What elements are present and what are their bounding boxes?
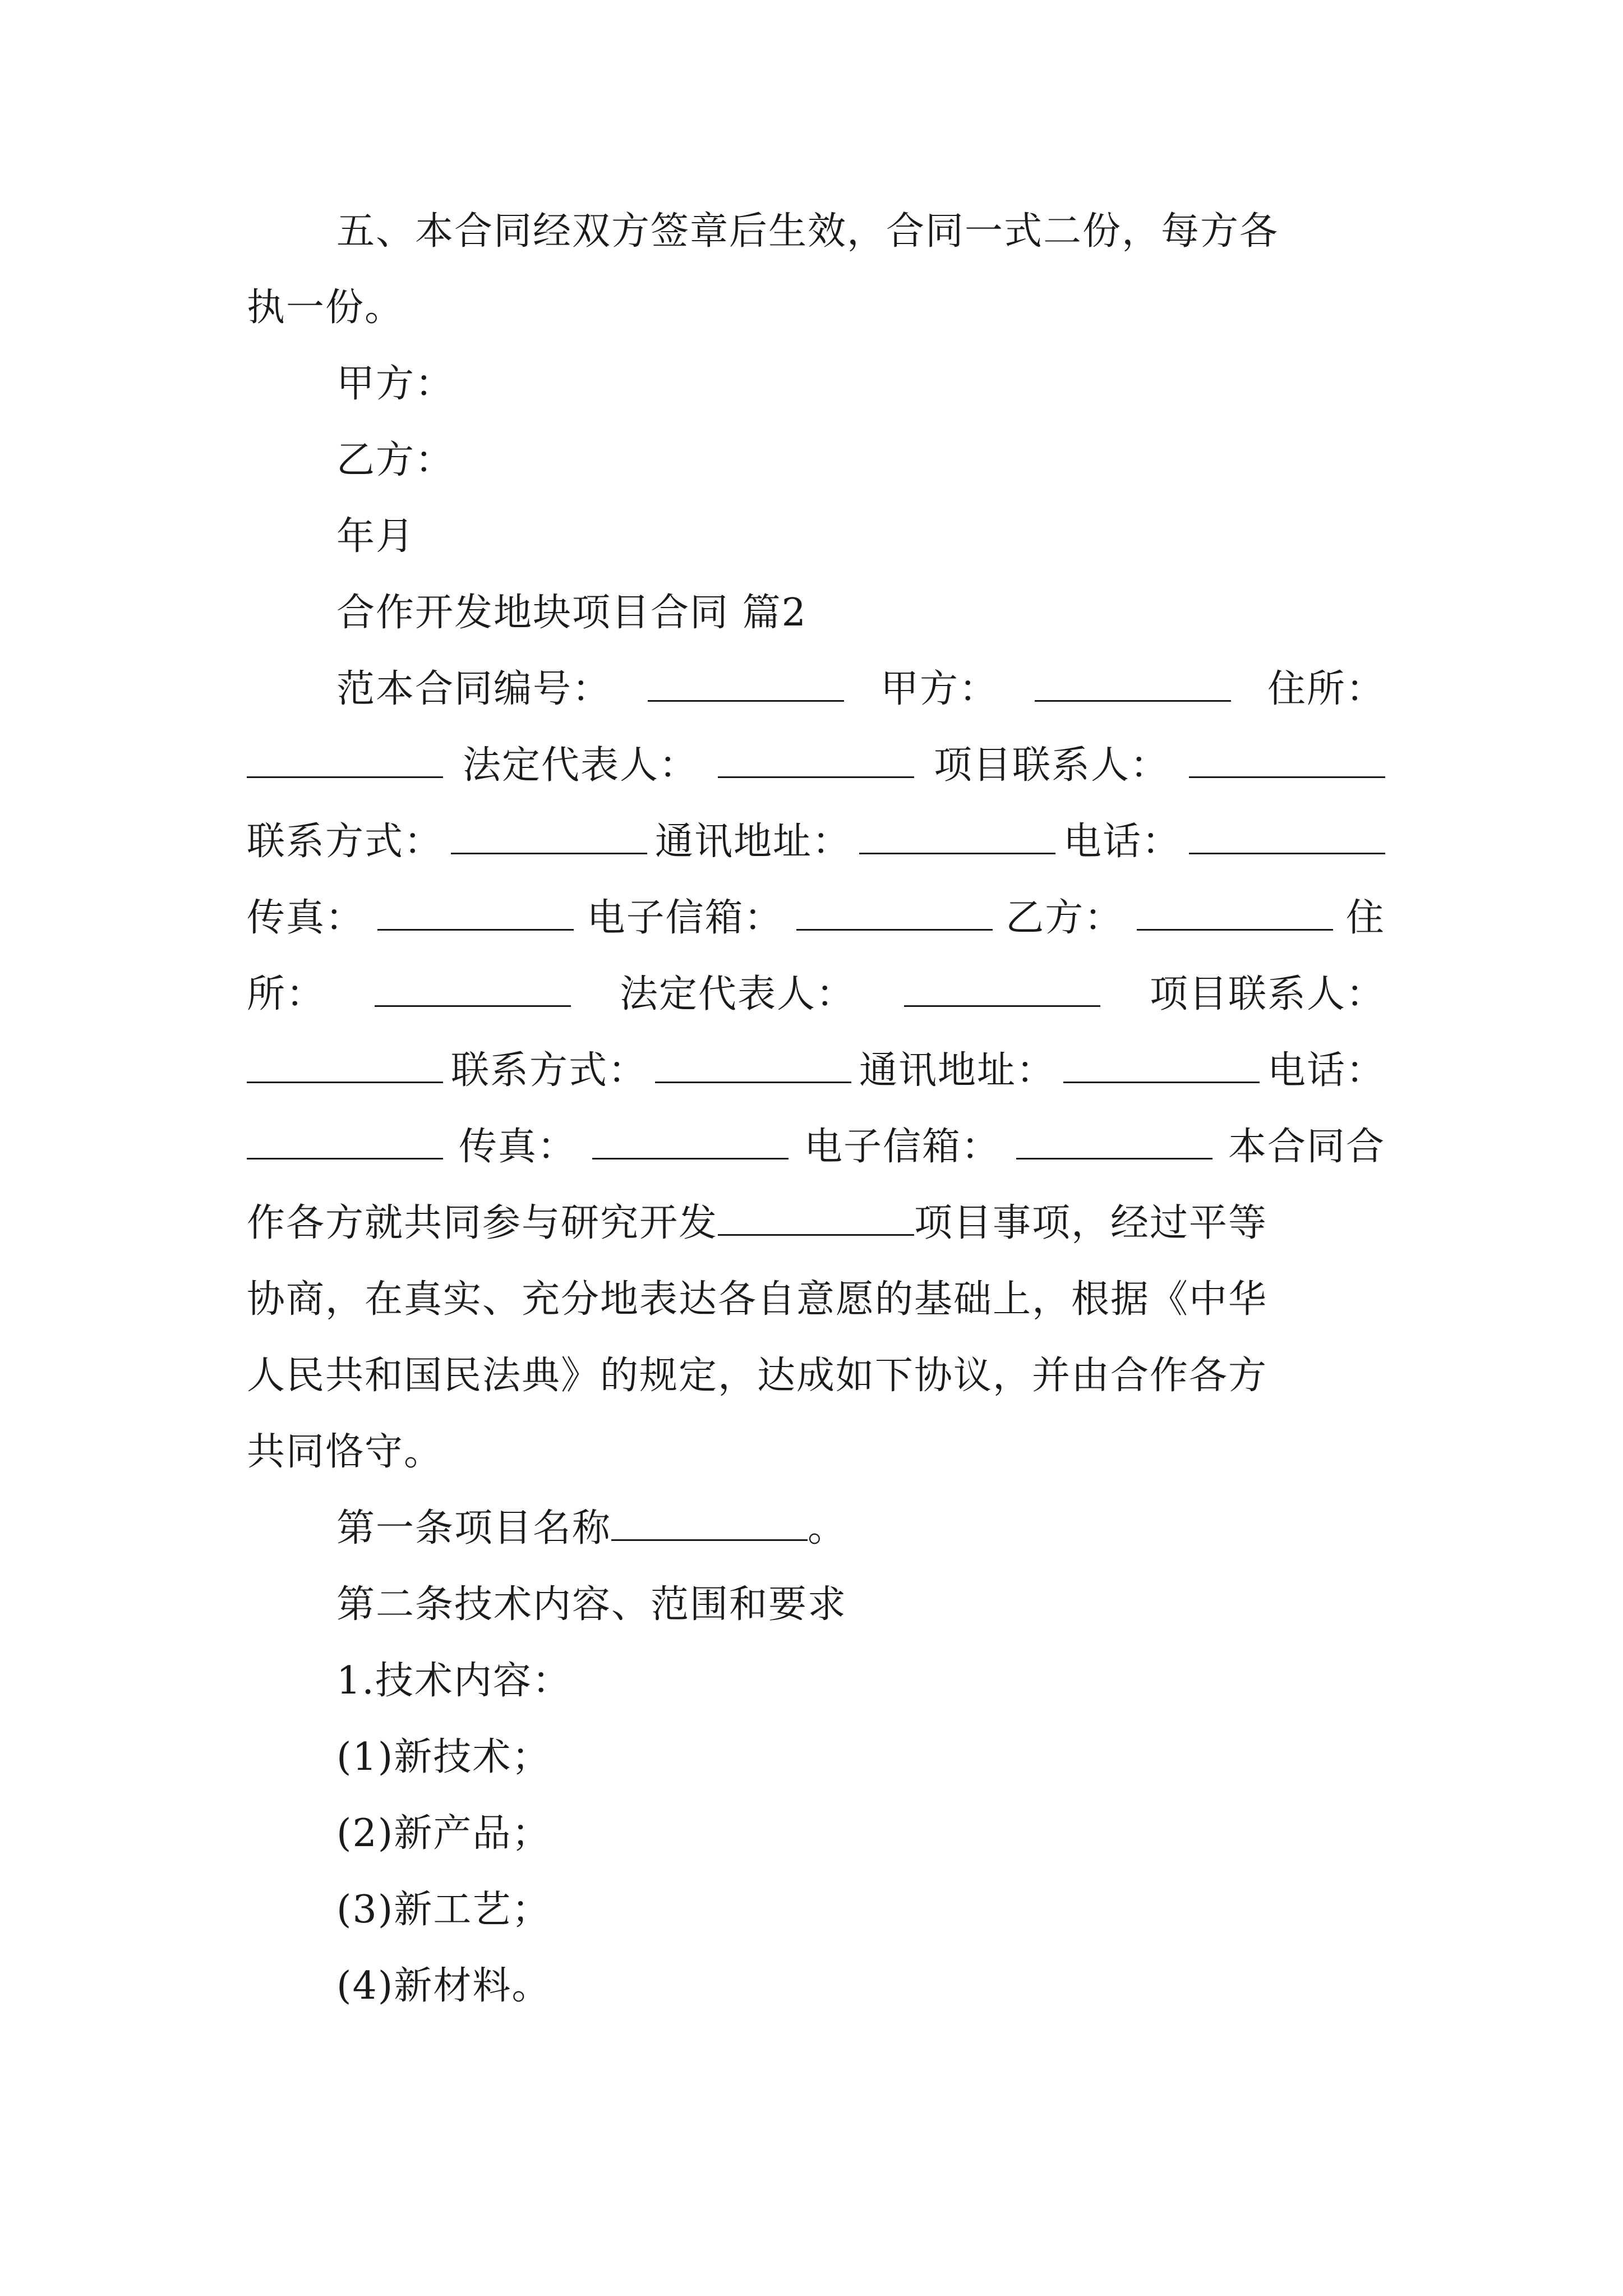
article-1 (247, 1490, 1385, 1567)
intro-line-11: 共同恪守。 (247, 1430, 444, 1474)
mail-address-label: 通讯地址： (654, 820, 851, 864)
intro-line-9: 协商，在真实、充分地表达各自意愿的基础上，根据《中华 (247, 1277, 1268, 1322)
intro-line-10: 人民共和国民法典》的规定，达成如下协议，并由合作各方 (247, 1354, 1268, 1398)
party-b-address-blank (375, 973, 571, 1007)
party-b-mail-address-blank (1063, 1049, 1260, 1083)
phone-label: 电话： (1063, 820, 1181, 864)
document-body (247, 194, 1385, 2024)
clause-five-line-2: 执一份。 (247, 286, 404, 330)
party-b-legal-rep-label: 法定代表人： (619, 972, 855, 1016)
party-b-label: 乙方： (1006, 896, 1124, 940)
party-b-contact-method-blank (655, 1049, 851, 1083)
phone-blank (1189, 820, 1385, 854)
project-contact-blank (1189, 744, 1385, 778)
party-a-label: 甲方： (880, 667, 998, 711)
header-line-2 (247, 728, 1385, 804)
party-b-blank (1137, 896, 1333, 931)
party-b-contact-method-label: 联系方式： (450, 1048, 647, 1093)
contract-number-blank (648, 668, 844, 702)
intro-text-1: 本合同合 (1228, 1125, 1385, 1169)
project-contact-label: 项目联系人： (933, 743, 1169, 788)
party-b-address-label-part1: 住 (1345, 896, 1385, 940)
header-line-7 (247, 1109, 1385, 1185)
party-b-email-blank (1016, 1125, 1212, 1159)
party-a-signature-label: 甲方： (336, 362, 455, 406)
intro-text-2: 作各方就共同参与研究开发 (247, 1201, 718, 1245)
article-1-blank (611, 1507, 808, 1541)
contract-number-label: 范本合同编号： (336, 667, 612, 711)
sub-item-4: (4)新材料。 (336, 1964, 551, 2008)
article-1-suffix: 。 (808, 1506, 847, 1550)
mail-address-blank (859, 820, 1055, 854)
email-label: 电子信箱： (587, 896, 783, 940)
legal-rep-label: 法定代表人： (462, 743, 698, 788)
contact-method-blank (451, 820, 647, 854)
intro-text-3: 项目事项，经过平等 (914, 1201, 1268, 1245)
project-name-blank (718, 1202, 914, 1236)
party-b-address-label-part2: 所： (247, 972, 326, 1016)
party-b-signature-label: 乙方： (336, 438, 455, 482)
sub-item-3: (3)新工艺； (336, 1888, 551, 1932)
email-blank (796, 896, 993, 931)
date-label: 年月 (336, 514, 416, 559)
fax-label: 传真： (247, 896, 365, 940)
party-b-project-contact-label: 项目联系人： (1149, 972, 1385, 1016)
party-b-email-label: 电子信箱： (804, 1125, 1000, 1169)
party-b-phone-label: 电话： (1267, 1048, 1385, 1093)
contact-method-label: 联系方式： (247, 820, 444, 864)
section-title: 合作开发地块项目合同 篇2 (336, 591, 807, 635)
party-b-fax-label: 传真： (458, 1125, 577, 1169)
party-a-blank (1035, 668, 1231, 702)
intro-line-8 (247, 1185, 1385, 1262)
item-1: 1.技术内容： (336, 1659, 571, 1703)
sub-item-1: (1)新技术； (336, 1735, 551, 1779)
fax-blank (377, 896, 574, 931)
header-line-6 (247, 1033, 1385, 1109)
article-1-label: 第一条项目名称 (336, 1506, 612, 1550)
article-2: 第二条技术内容、范围和要求 (336, 1582, 847, 1627)
header-line-5 (247, 956, 1385, 1033)
party-b-project-contact-blank (247, 1049, 443, 1083)
address-label: 住所： (1267, 667, 1385, 711)
clause-five-line-1: 五、本合同经双方签章后生效，合同一式二份，每方各 (336, 209, 1279, 254)
legal-rep-blank (718, 744, 914, 778)
header-line-1 (247, 651, 1385, 728)
header-line-4 (247, 880, 1385, 956)
party-b-fax-blank (592, 1125, 789, 1159)
party-b-phone-blank (247, 1125, 443, 1159)
header-line-3 (247, 804, 1385, 880)
party-b-legal-rep-blank (904, 973, 1100, 1007)
party-b-mail-address-label: 通讯地址： (859, 1048, 1055, 1093)
address-blank (247, 744, 443, 778)
sub-item-2: (2)新产品； (336, 1811, 551, 1856)
